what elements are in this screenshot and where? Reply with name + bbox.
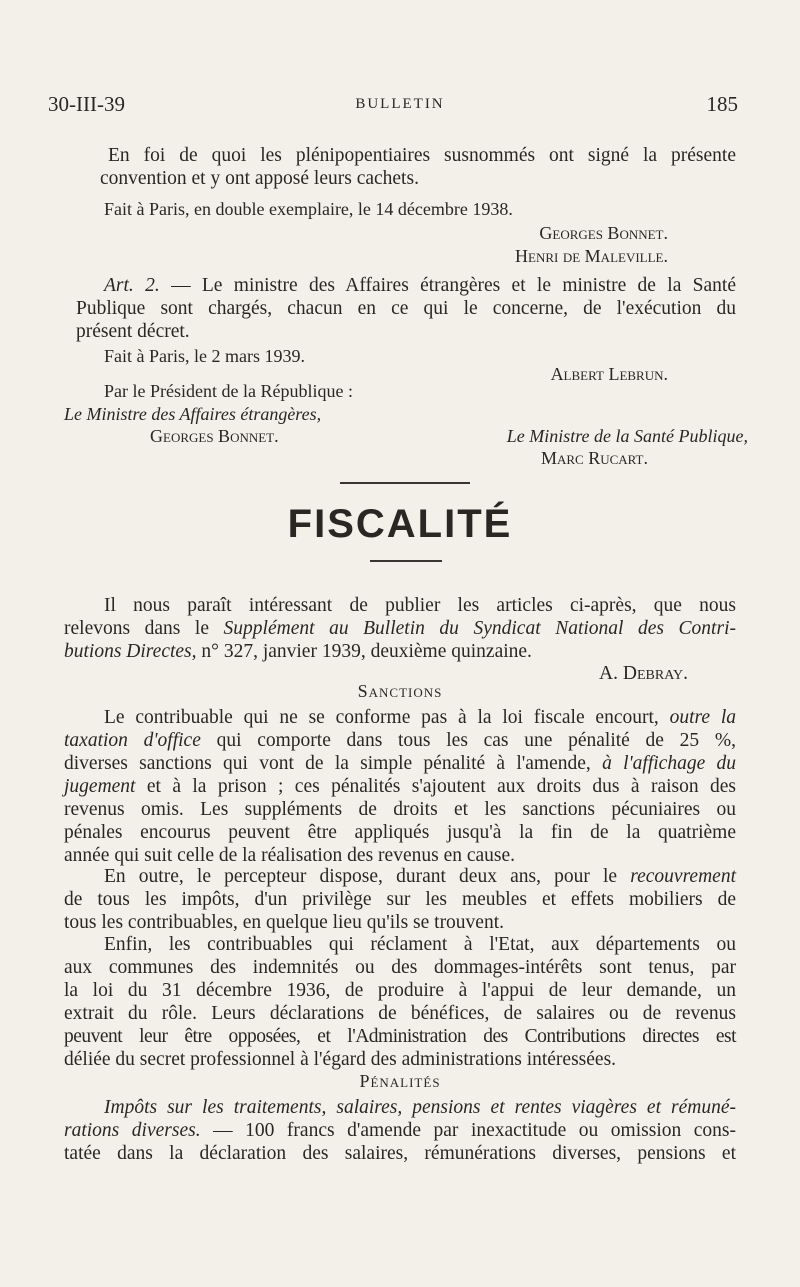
sanctions-p1-line-5: revenus omis. Les suppléments de droits et les sanctions pécuniaires ou <box>64 799 736 820</box>
sanctions-p3-line-1: Enfin, les contribuables qui réclament à l'Etat, aux départements ou <box>104 934 736 955</box>
sanctions-paragraph-3 <box>64 933 736 1071</box>
convention-signer-2: Henri de Maleville. <box>515 246 668 266</box>
minister-health-title-text: Le Ministre de la Santé Publique, <box>506 426 748 446</box>
sanctions-heading: Sanctions <box>357 681 443 701</box>
sanctions-p1-line-1-a: Le contribuable qui ne se conforme pas à la loi fiscale encourt, <box>104 707 670 728</box>
sanctions-p1-line-6: pénales encourus peuvent être appliqués jusqu'à la fin de la quatrième <box>64 822 736 843</box>
penalites-line-1 <box>64 1096 736 1119</box>
intro-line-3 <box>64 640 736 663</box>
sanctions-p2-line-2: de tous les impôts, d'un privilège sur les meubles et effets mobiliers de <box>64 889 736 910</box>
by-president-line: Par le Président de la République : <box>104 381 353 401</box>
sanctions-p3-line-6: déliée du secret professionnel à l'égard des administrations intéressées. <box>64 1049 617 1070</box>
article-2-done-at: Fait à Paris, le 2 mars 1939. <box>104 346 305 366</box>
minister-health-title <box>507 425 748 447</box>
minister-foreign-title <box>64 403 321 425</box>
intro-line-1: Il nous paraît intéressant de publier les articles ci-après, que nous <box>104 595 736 616</box>
president-signature: Albert Lebrun. <box>550 364 668 384</box>
sanctions-p1-line-3-b: à l'affichage du <box>602 753 737 774</box>
penalites-line-2-a: rations diverses. <box>64 1120 201 1141</box>
article-2-line-3: présent décret. <box>76 321 190 342</box>
sanctions-p1-line-4-a: jugement <box>64 776 136 797</box>
running-title: BULLETIN <box>355 96 445 112</box>
sanctions-p3-line-4: extrait du rôle. Leurs déclarations de bénéfices, de salaires ou de revenus <box>64 1003 736 1024</box>
sanctions-p2-line-1-a: En outre, le percepteur dispose, durant deux ans, pour le <box>104 866 631 887</box>
page-number: 185 <box>706 92 738 116</box>
intro-line-2-b: Supplément au Bulletin du Syndicat National des Contri- <box>223 618 736 639</box>
sanctions-p1-line-1 <box>64 706 736 729</box>
article-2-line-2: Publique sont chargés, chacun en ce qui le concerne, de l'exécution du <box>76 298 736 319</box>
sanctions-p1-line-2-b: qui comporte dans tous les cas une pénalité de 25 %, <box>200 730 736 751</box>
sanctions-p1-line-2-a: taxation d'office <box>64 730 201 751</box>
convention-done-at: Fait à Paris, en double exemplaire, le 14 décembre 1938. <box>104 199 513 219</box>
minister-foreign-name: Georges Bonnet. <box>150 426 279 446</box>
minister-foreign-title-text: Le Ministre des Affaires étrangères, <box>64 404 322 424</box>
sanctions-p3-line-2: aux communes des indemnités ou des dommages-intérêts sont tenus, par <box>64 957 736 978</box>
sanctions-p1-line-3 <box>64 752 736 775</box>
article-2-line-1-text: — Le ministre des Affaires étrangères et le ministre de la Santé <box>159 275 737 296</box>
penalites-line-2 <box>64 1119 736 1142</box>
convention-paragraph <box>100 144 736 190</box>
sanctions-p1-line-1-b: outre la <box>669 707 736 728</box>
sanctions-p1-line-7: année qui suit celle de la réalisation des revenus en cause. <box>64 845 516 866</box>
intro-line-2 <box>64 617 736 640</box>
sanctions-p1-line-4-b: et à la prison ; ces pénalités s'ajoutent aux droits dus à raison des <box>135 776 736 797</box>
intro-paragraph <box>64 594 736 663</box>
convention-line-2: convention et y ont apposé leurs cachets. <box>100 168 419 189</box>
penalites-line-2-b: — 100 francs d'amende par inexactitude ou omission cons- <box>200 1120 736 1141</box>
penalites-paragraph <box>64 1096 736 1165</box>
section-rule-bottom <box>370 560 442 562</box>
article-2-paragraph <box>76 274 737 343</box>
penalites-line-3: tatée dans la déclaration des salaires, rémunérations diverses, pensions et <box>64 1143 736 1164</box>
sanctions-p2-line-1 <box>64 865 736 888</box>
intro-signature: A. Debray. <box>599 663 688 684</box>
intro-line-3-b: n° 327, janvier 1939, deuxième quinzaine. <box>196 641 532 662</box>
sanctions-paragraph-1 <box>64 706 736 867</box>
header-date: 30-III-39 <box>48 92 125 116</box>
intro-line-3-a: butions Directes, <box>64 641 197 662</box>
sanctions-p1-line-3-a: diverses sanctions qui vont de la simple pénalité à l'amende, <box>64 753 603 774</box>
intro-line-2-a: relevons dans le <box>64 618 224 639</box>
penalites-line-1-text: Impôts sur les traitements, salaires, pensions et rentes viagères et rémuné- <box>104 1097 736 1118</box>
section-rule-top <box>340 482 470 484</box>
sanctions-p3-line-5: peuvent leur être opposées, et l'Administration des Contributions directes est <box>64 1026 736 1047</box>
sanctions-p1-line-4 <box>64 775 736 798</box>
sanctions-p2-line-3: tous les contribuables, en quelque lieu qu'ils se trouvent. <box>64 912 505 933</box>
article-label: Art. 2. <box>104 275 160 296</box>
article-2-line-1 <box>104 274 736 297</box>
section-title: FISCALITÉ <box>287 502 513 546</box>
sanctions-paragraph-2 <box>64 865 736 934</box>
sanctions-p2-line-1-b: recouvrement <box>630 866 736 887</box>
minister-health-name: Marc Rucart. <box>540 448 648 468</box>
sanctions-p3-line-3: la loi du 31 décembre 1936, de produire à l'appui de leur demande, un <box>64 980 736 1001</box>
convention-line-1: En foi de quoi les plénipopentiaires susnommés ont signé la présente <box>108 145 736 166</box>
penalites-heading: Pénalités <box>359 1071 441 1091</box>
convention-signer-1: Georges Bonnet. <box>539 223 668 243</box>
sanctions-p1-line-2 <box>64 729 736 752</box>
